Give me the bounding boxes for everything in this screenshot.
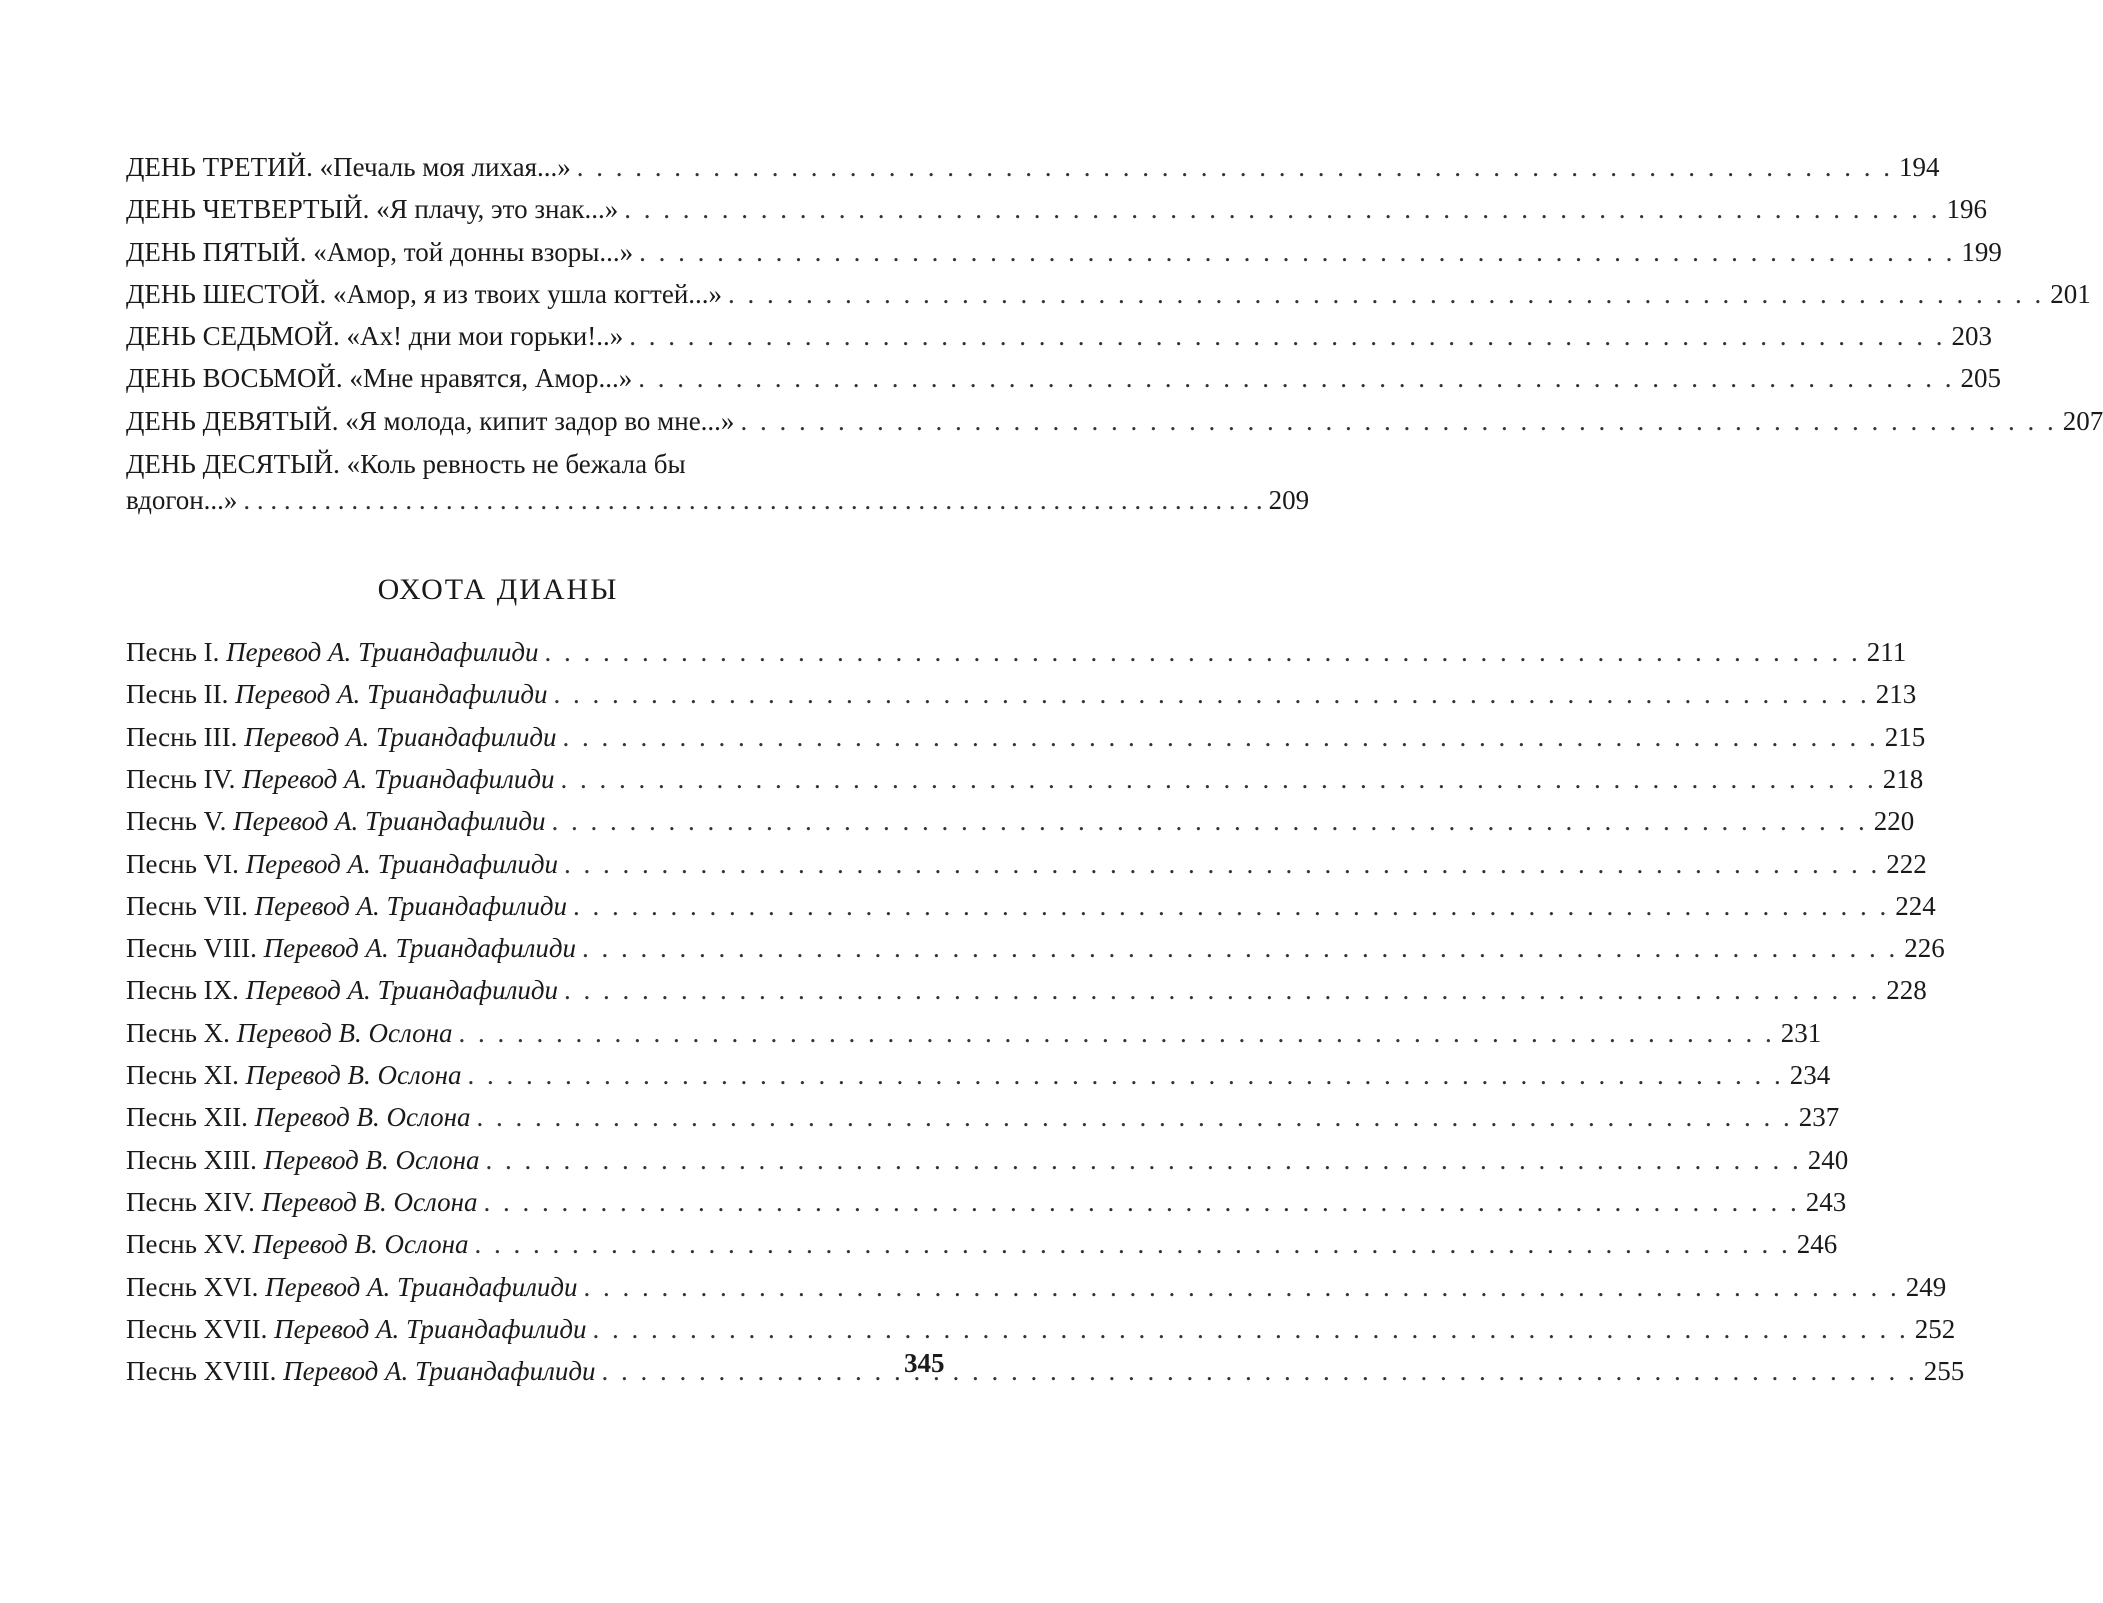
song-translator: Перевод А. Триандафилиди bbox=[245, 975, 559, 1006]
toc-entry-title: ДЕНЬ СЕДЬМОЙ. «Ах! дни мои горьки!..» bbox=[126, 321, 624, 352]
toc-entry-song bbox=[126, 1223, 1838, 1265]
toc-entry-day-10 bbox=[126, 446, 1310, 518]
song-label: Песнь VII. bbox=[126, 890, 248, 921]
dot-leader bbox=[740, 400, 2056, 442]
toc-entry-title: ДЕНЬ ЧЕТВЕРТЫЙ. «Я плачу, это знак...» bbox=[126, 194, 619, 225]
toc-entry-song bbox=[126, 1096, 1840, 1138]
song-translator: Перевод А. Триандафилиди bbox=[274, 1313, 587, 1344]
toc-entry-day-3 bbox=[126, 146, 1940, 188]
toc-entry-song bbox=[126, 969, 1927, 1011]
dot-leader bbox=[728, 273, 2044, 315]
dot-leader bbox=[477, 1096, 1793, 1138]
song-translator: Перевод А. Триандафилиди bbox=[245, 848, 559, 879]
dot-leader bbox=[459, 1012, 1775, 1054]
toc-entry-page: 246 bbox=[1796, 1229, 1838, 1260]
song-translator: Перевод В. Ослона bbox=[252, 1229, 469, 1260]
toc-entry-song bbox=[126, 885, 1936, 927]
dot-leader bbox=[602, 1350, 1918, 1392]
toc-entry-page: 234 bbox=[1789, 1060, 1831, 1091]
song-translator: Перевод В. Ослона bbox=[263, 1144, 480, 1175]
toc-entry-song bbox=[126, 673, 1917, 715]
toc-entry-page: 205 bbox=[1960, 363, 2001, 394]
toc-entry-page: 194 bbox=[1899, 152, 1940, 182]
toc-entry-title bbox=[126, 885, 567, 927]
toc-entry-page: 218 bbox=[1882, 763, 1924, 794]
toc-entry-song bbox=[126, 843, 1927, 885]
toc-entry-title bbox=[126, 1308, 587, 1350]
toc-entry-page: 228 bbox=[1886, 975, 1927, 1006]
toc-entry-song bbox=[126, 1181, 1847, 1223]
dot-leader bbox=[584, 1266, 1900, 1308]
song-label: Песнь VIII. bbox=[126, 933, 257, 964]
toc-entry-page: 243 bbox=[1805, 1186, 1847, 1217]
toc-entry-day-5 bbox=[126, 231, 2002, 273]
dot-leader bbox=[468, 1054, 1784, 1096]
toc-entry-title-line2: вдогон...» bbox=[126, 485, 238, 516]
toc-entry-song bbox=[126, 1012, 1822, 1054]
song-label: Песнь IX. bbox=[126, 975, 239, 1006]
song-translator: Перевод В. Ослона bbox=[261, 1186, 478, 1217]
toc-entry-title bbox=[126, 758, 555, 800]
song-translator: Перевод А. Триандафилиди bbox=[235, 679, 548, 710]
toc-entry-title: ДЕНЬ ВОСЬМОЙ. «Мне нравятся, Амор...» bbox=[126, 363, 633, 394]
song-label: Песнь XIII. bbox=[126, 1144, 257, 1175]
dot-leader bbox=[563, 716, 1879, 758]
dot-leader bbox=[485, 1139, 1801, 1181]
toc-entry-title bbox=[126, 1012, 453, 1054]
toc-entry-song bbox=[126, 1054, 1831, 1096]
toc-entry-page: 222 bbox=[1886, 848, 1927, 879]
dot-leader bbox=[564, 969, 1880, 1011]
dot-leader bbox=[545, 631, 1861, 673]
toc-entry-day-8 bbox=[126, 357, 2001, 399]
dot-leader bbox=[552, 800, 1868, 842]
song-translator: Перевод А. Триандафилиди bbox=[242, 763, 555, 794]
song-label: Песнь XVIII. bbox=[126, 1356, 277, 1387]
toc-entry-title bbox=[126, 1139, 479, 1181]
toc-entry-page: 220 bbox=[1873, 806, 1915, 837]
song-translator: Перевод В. Ослона bbox=[236, 1017, 453, 1048]
toc-entry-song bbox=[126, 1266, 1947, 1308]
song-label: Песнь XVI. bbox=[126, 1271, 259, 1302]
song-translator: Перевод А. Триандафилиди bbox=[233, 806, 546, 837]
toc-entry-page: 207 bbox=[2062, 405, 2103, 436]
toc-entry-title bbox=[126, 1181, 478, 1223]
toc-entry-title: ДЕНЬ ДЕВЯТЫЙ. «Я молода, кипит задор во мне...» bbox=[126, 405, 735, 436]
song-translator: Перевод В. Ослона bbox=[245, 1060, 462, 1091]
toc-entry-title bbox=[126, 1266, 578, 1308]
dot-leader bbox=[564, 843, 1880, 885]
dot-leader bbox=[561, 758, 1877, 800]
toc-entry-page: 255 bbox=[1923, 1356, 1965, 1387]
toc-entry-title: ДЕНЬ ШЕСТОЙ. «Амор, я из твоих ушла когтей...» bbox=[126, 278, 723, 309]
toc-entry-page: 203 bbox=[1951, 321, 1992, 352]
toc-entry-page: 226 bbox=[1904, 933, 1945, 964]
toc-entry-page: 201 bbox=[2050, 278, 2091, 309]
dot-leader bbox=[624, 188, 1940, 230]
toc-entry-title bbox=[126, 843, 558, 885]
toc-entry-page: 224 bbox=[1895, 890, 1936, 921]
song-label: Песнь XI. bbox=[126, 1060, 239, 1091]
toc-entry-title bbox=[126, 1223, 469, 1265]
song-label: Песнь XII. bbox=[126, 1102, 248, 1133]
dot-leader bbox=[639, 231, 1955, 273]
dot-leader bbox=[629, 315, 1945, 357]
toc-entry-day-9 bbox=[126, 400, 2103, 442]
toc-entry-page: 209 bbox=[1268, 485, 1310, 516]
page-number: 345 bbox=[904, 1348, 945, 1378]
song-translator: Перевод В. Ослона bbox=[254, 1102, 471, 1133]
dot-leader bbox=[582, 927, 1898, 969]
song-label: Песнь XIV. bbox=[126, 1186, 255, 1217]
toc-entry-title: ДЕНЬ ТРЕТИЙ. «Печаль моя лихая...» bbox=[126, 152, 571, 182]
toc-entry-page: 215 bbox=[1884, 721, 1926, 752]
song-label: Песнь X. bbox=[126, 1017, 230, 1048]
song-label: Песнь VI. bbox=[126, 848, 239, 879]
toc-entry-song bbox=[126, 800, 1915, 842]
song-label: Песнь IV. bbox=[126, 763, 236, 794]
toc-entry-page: 240 bbox=[1807, 1144, 1849, 1175]
toc-entry-title bbox=[126, 1054, 462, 1096]
toc-entry-song bbox=[126, 927, 1945, 969]
toc-entry-page: 249 bbox=[1905, 1271, 1947, 1302]
song-translator: Перевод А. Триандафилиди bbox=[244, 721, 557, 752]
section-heading: ОХОТА ДИАНЫ bbox=[377, 573, 619, 607]
toc-entry-title bbox=[126, 631, 539, 673]
toc-entry-page: 199 bbox=[1961, 236, 2002, 267]
dot-leader bbox=[475, 1223, 1791, 1265]
song-label: Песнь V. bbox=[126, 806, 227, 837]
toc-entry-day-4 bbox=[126, 188, 1988, 230]
toc-entry-song bbox=[126, 631, 1907, 673]
song-translator: Перевод А. Триандафилиди bbox=[226, 637, 539, 668]
toc-entry-title bbox=[126, 927, 576, 969]
dot-leader bbox=[577, 146, 1893, 188]
dot-leader bbox=[573, 885, 1889, 927]
dot-leader: . . . . . . . . . . . . . . . . . . . . . . . . . . . . . . . . . . . . . . . . . . . . . . . . . . . . . . . . . . . . . . . . . . . . . . . . . . . . bbox=[243, 485, 1263, 516]
toc-entry-song bbox=[126, 1308, 1956, 1350]
song-translator: Перевод А. Триандафилиди bbox=[263, 933, 576, 964]
toc-entry-title-line1: ДЕНЬ ДЕСЯТЫЙ. «Коль ревность не бежала бы bbox=[126, 449, 686, 480]
toc-entry-title bbox=[126, 969, 558, 1011]
song-label: Песнь I. bbox=[126, 637, 220, 668]
dot-leader bbox=[554, 673, 1870, 715]
toc-entry-page: 237 bbox=[1798, 1102, 1840, 1133]
song-label: Песнь II. bbox=[126, 679, 229, 710]
song-translator: Перевод А. Триандафилиди bbox=[254, 890, 568, 921]
toc-entry-title bbox=[126, 1350, 596, 1392]
toc-entry-title bbox=[126, 716, 557, 758]
toc-entry-title bbox=[126, 673, 548, 715]
toc-entry-song bbox=[126, 758, 1924, 800]
toc-entry-title: ДЕНЬ ПЯТЫЙ. «Амор, той донны взоры...» bbox=[126, 236, 634, 267]
toc-entry-page: 196 bbox=[1946, 194, 1988, 225]
dot-leader bbox=[638, 357, 1954, 399]
dot-leader bbox=[593, 1308, 1909, 1350]
toc-entry-song bbox=[126, 1139, 1849, 1181]
toc-entry-page: 211 bbox=[1866, 637, 1907, 668]
song-translator: Перевод А. Триандафилиди bbox=[283, 1356, 596, 1387]
song-label: Песнь III. bbox=[126, 721, 238, 752]
song-label: Песнь XV. bbox=[126, 1229, 246, 1260]
toc-entry-song bbox=[126, 716, 1926, 758]
song-label: Песнь XVII. bbox=[126, 1313, 268, 1344]
toc-entry-page: 213 bbox=[1875, 679, 1917, 710]
toc-entry-day-6 bbox=[126, 273, 2091, 315]
toc-entry-title bbox=[126, 800, 546, 842]
dot-leader bbox=[484, 1181, 1800, 1223]
toc-entry-page: 231 bbox=[1780, 1017, 1822, 1048]
song-translator: Перевод А. Триандафилиди bbox=[265, 1271, 578, 1302]
toc-entry-title bbox=[126, 1096, 471, 1138]
toc-entry-day-7 bbox=[126, 315, 1992, 357]
toc-entry-page: 252 bbox=[1914, 1313, 1956, 1344]
